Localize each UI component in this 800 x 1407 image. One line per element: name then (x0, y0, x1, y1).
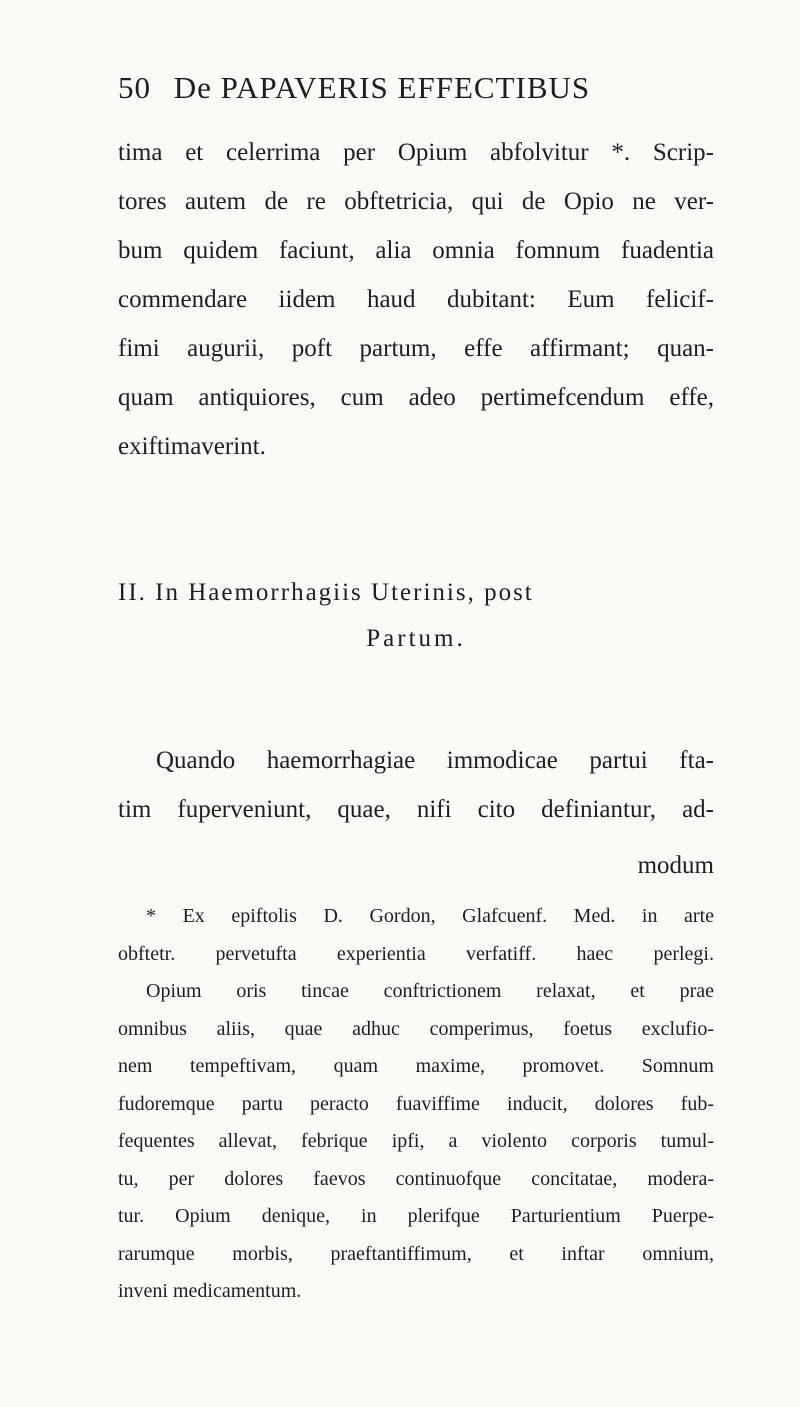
footnote-line: * Ex epiftolis D. Gordon, Glafcuenf. Med. in arte (146, 905, 714, 927)
footnote-line: nem tempeftivam, quam maxime, promovet. Somnum (118, 1055, 714, 1077)
footnote-line: tur. Opium denique, in plerifque Parturientium Puerpe- (118, 1205, 714, 1227)
footnote-line: inveni medicamentum. (118, 1280, 302, 1302)
text-line: bum quidem faciunt, alia omnia fomnum fuadentia (118, 237, 714, 264)
footnote-line: obftetr. pervetufta experientia verfatiff. haec perlegi. (118, 942, 714, 965)
text-line: quam antiquiores, cum adeo pertimefcendum effe, (118, 384, 714, 411)
paragraph-1 (118, 128, 714, 471)
catchword: modum (637, 852, 714, 879)
footnote-line: tu, per dolores faevos continuofque concitatae, modera- (118, 1167, 714, 1190)
text-line: Quando haemorrhagiae immodicae partui fta- (156, 747, 714, 774)
footnote-line: fudoremque partu peracto fuaviffime inducit, dolores fub- (118, 1092, 714, 1115)
text-line: exiftimaverint. (118, 433, 266, 460)
section-heading-line: II. In Haemorrhagiis Uterinis, post (118, 579, 534, 606)
page-number: 50 (118, 70, 151, 105)
text-line: tores autem de re obftetricia, qui de Opio ne ver- (118, 188, 714, 215)
text-line: tim fuperveniunt, quae, nifi cito definiantur, ad- (118, 796, 714, 823)
running-head (118, 70, 590, 106)
section-heading-line: Partum. (366, 625, 466, 652)
footnote-line: Opium oris tincae conftrictionem relaxat, et prae (146, 980, 714, 1002)
section-heading (118, 570, 714, 662)
footnote-line: rarumque morbis, praeftantiffimum, et inftar omnium, (118, 1242, 714, 1265)
paragraph-2 (118, 736, 714, 834)
footnote-line: fequentes allevat, febrique ipfi, a violento corporis tumul- (118, 1130, 714, 1152)
footnote (118, 898, 714, 1311)
footnote-line: omnibus aliis, quae adhuc comperimus, foetus exclufio- (118, 1017, 714, 1040)
text-line: tima et celerrima per Opium abfolvitur *. Scrip- (118, 139, 714, 166)
running-title: De PAPAVERIS EFFECTIBUS (173, 70, 591, 105)
text-line: fimi augurii, poft partum, effe affirmant; quan- (118, 335, 714, 362)
text-line: commendare iidem haud dubitant: Eum felicif- (118, 286, 714, 313)
